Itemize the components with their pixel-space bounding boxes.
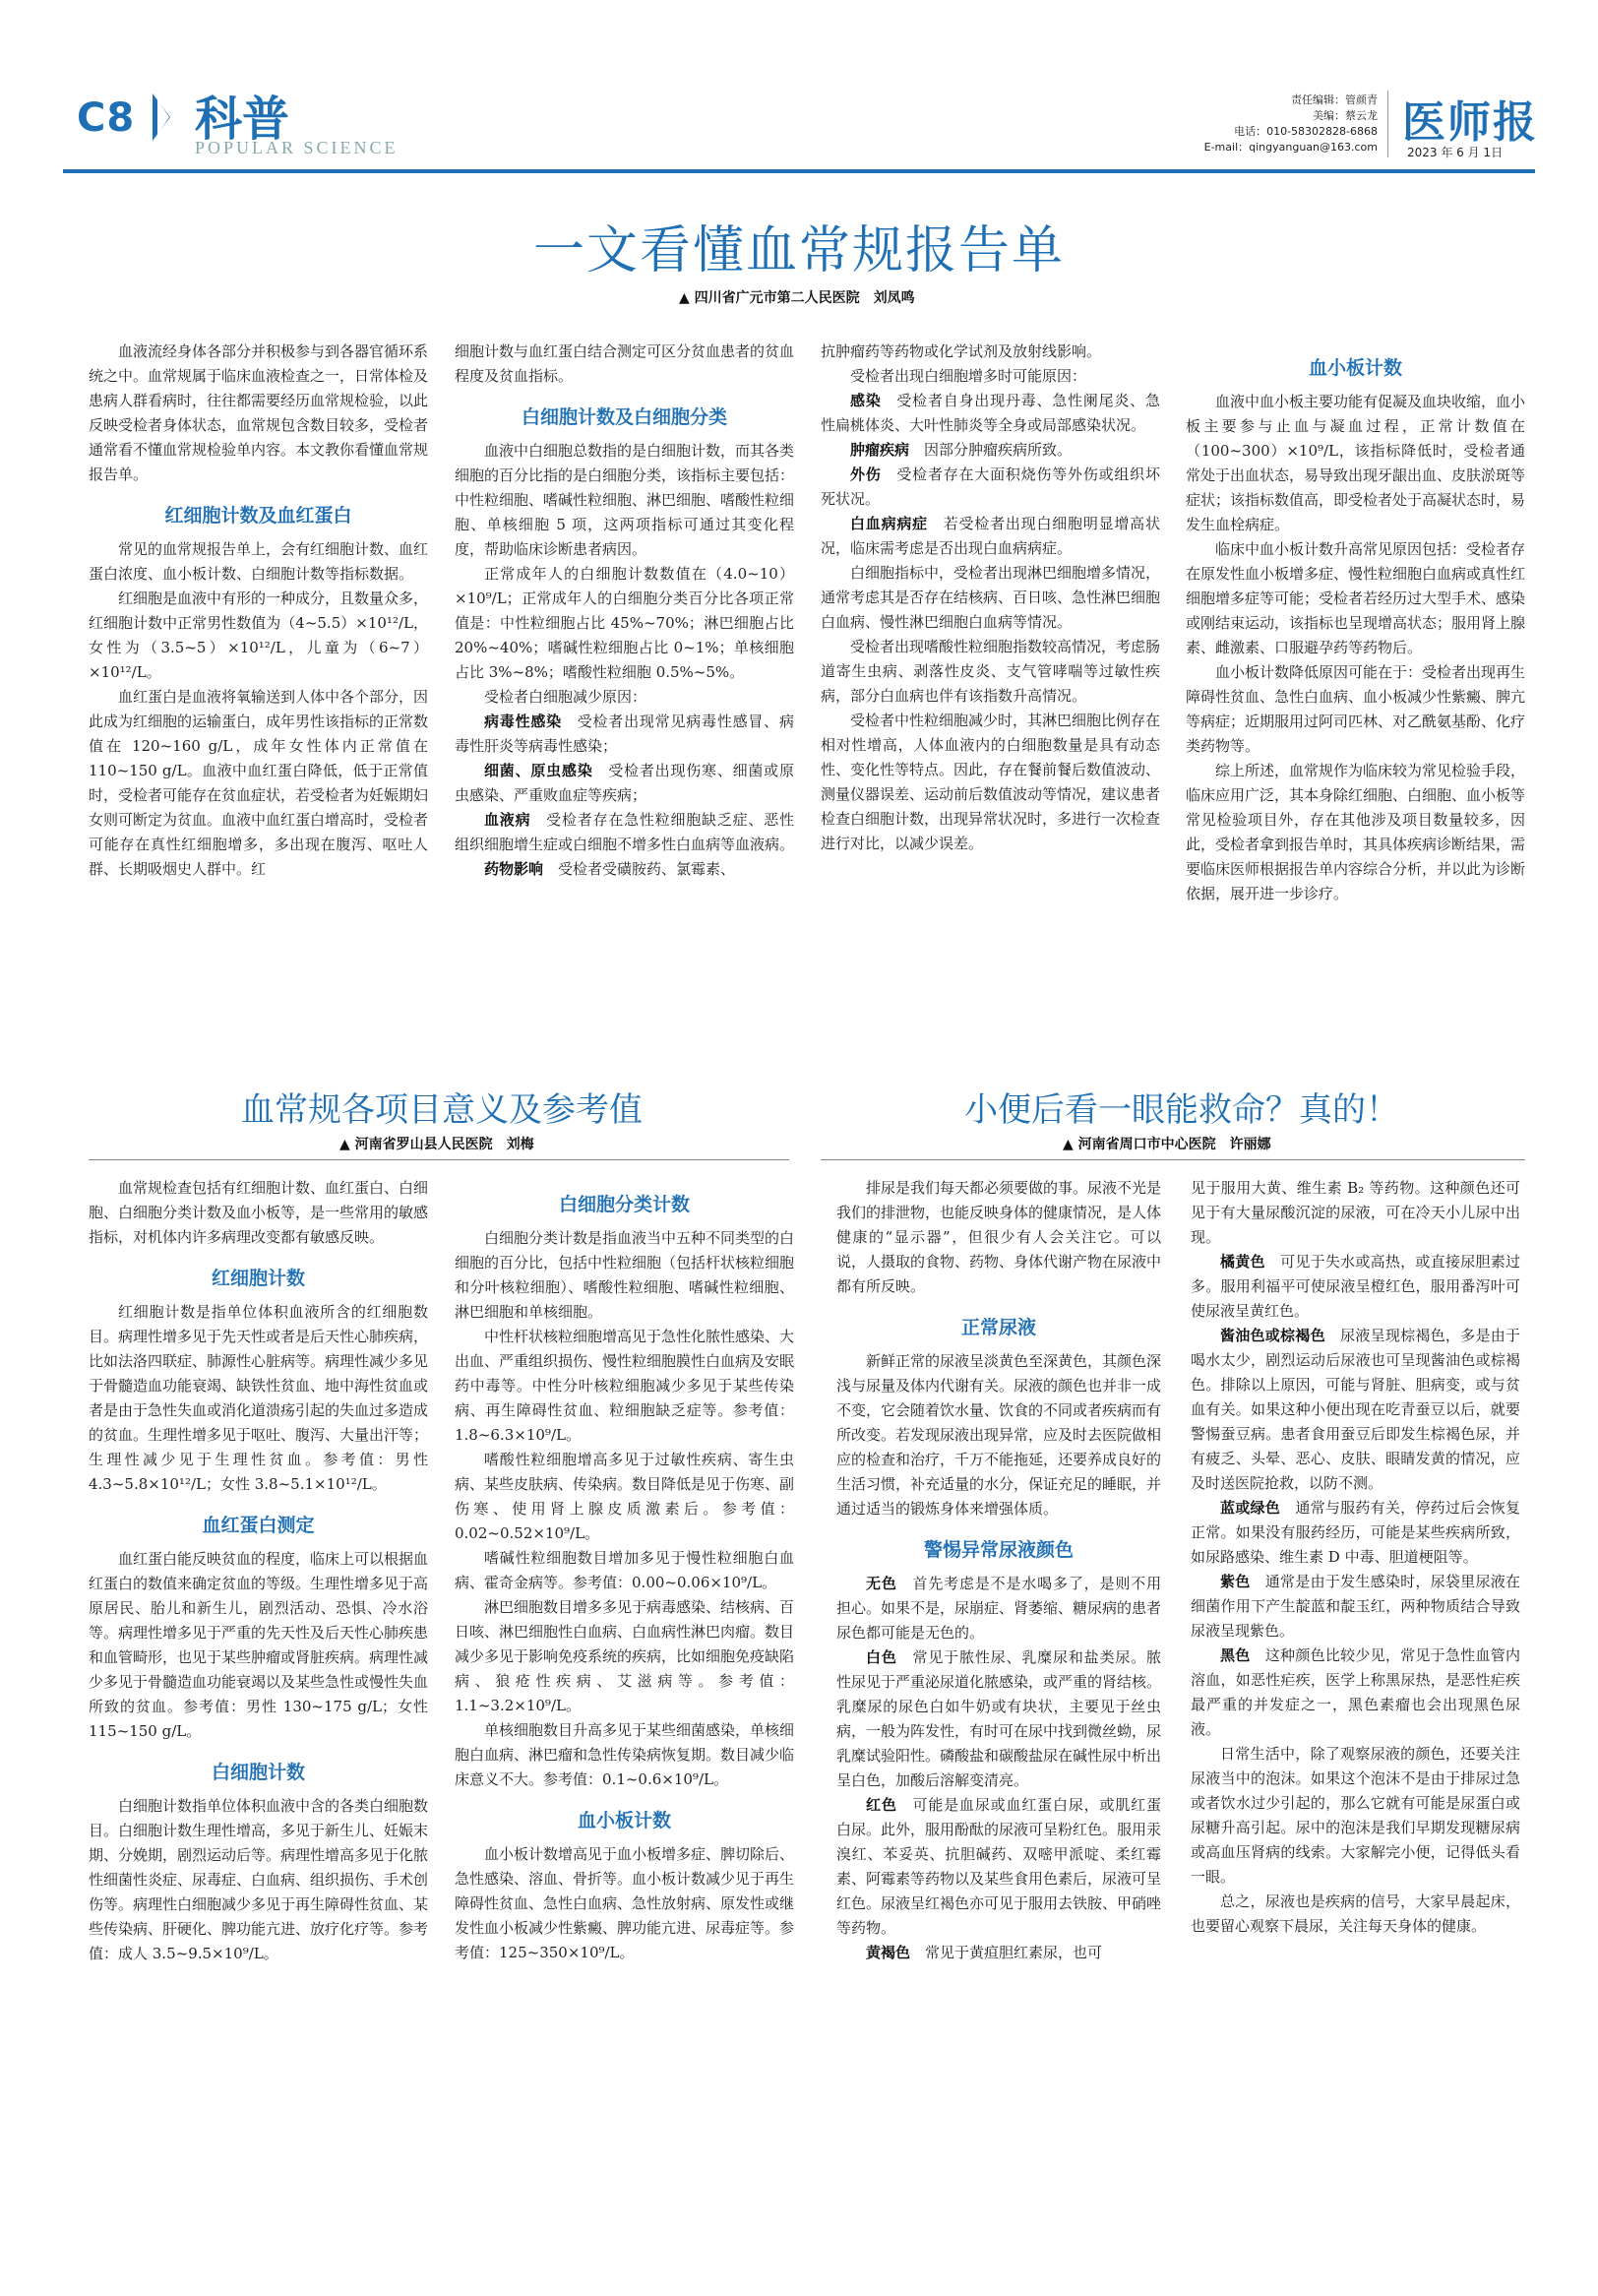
section-subtitle: POPULAR SCIENCE (195, 138, 399, 157)
paragraph-lead: 黑色 (1220, 1646, 1251, 1664)
article1-title: 一文看懂血常规报告单 (532, 221, 1065, 280)
paragraph-lead: 血液病 (484, 811, 531, 829)
paragraph-text: 若受检者出现白细胞明显增高状况，临床需考虑是否出现白血病病症。 (821, 515, 1160, 557)
subheading: 正常尿液 (960, 1317, 1036, 1338)
paragraph-text: 常见的血常规报告单上，会有红细胞计数、血红蛋白浓度、血小板计数、白细胞计数等指标数据。 (89, 540, 429, 583)
page-number: C8 (77, 95, 136, 141)
paragraph-text: 受检者出现白细胞增多时可能原因： (850, 367, 1087, 385)
paragraph-lead: 病毒性感染 (484, 713, 562, 730)
paragraph-text: 嗜碱性粒细胞数目增加多见于慢性粒细胞白血病、霍奇金病等。参考值：0.00~0.06×10⁹/L。 (455, 1549, 794, 1591)
article1-byline: ▲ 四川省广元市第二人民医院 刘凤鸣 (679, 290, 915, 306)
paragraph (1186, 537, 1525, 660)
paragraph-text: 受检者出现常见病毒性感冒、病毒性肝炎等病毒性感染； (455, 713, 794, 755)
paragraph (1186, 759, 1525, 906)
paragraph (89, 537, 428, 587)
paragraph-text: 常见于脓性尿、乳糜尿和盐类尿。脓性尿见于严重泌尿道化脓感染，或严重的肾结核。乳糜尿的尿色白如牛奶或有块状，主要见于丝虫病，一般为阵发性，有时可在尿中找到微丝蚴，尿乳糜试验阳性。磷酸盐和碳酸盐尿在碱性尿中析出呈白色，加酸后溶解变清亮。 (836, 1648, 1162, 1789)
paragraph-text: 正常成年人的白细胞计数数值在（4.0~10）×10⁹/L；正常成年人的白细胞分类百分比各项正常值是：中性粒细胞占比 45%~70%；淋巴细胞占比 20%~40%；嗜碱性粒细胞占比 0~1%；单核细胞占比 3%~8%；嗜酸性粒细胞 0.5%~5%。 (455, 565, 794, 681)
paragraph (455, 1595, 794, 1718)
paragraph (455, 759, 794, 808)
publish-date: 2023 年 6 月 1日 (1407, 146, 1504, 159)
paragraph-lead: 紫色 (1220, 1573, 1251, 1590)
paragraph-text: 中性杆状核粒细胞增高见于急性化脓性感染、大出血、严重组织损伤、慢性粒细胞膜性白血病及安眠药中毒等。中性分叶核粒细胞减少多见于某些传染病、再生障碍性贫血、粒细胞缺乏症等。参考值：1.8~6.3×10⁹/L。 (455, 1328, 795, 1444)
paragraph-text: 常见于黄疸胆红素尿，也可 (925, 1944, 1103, 1961)
article1-column-3 (821, 340, 1160, 856)
paragraph (455, 1546, 794, 1595)
paragraph-text: 新鲜正常的尿液呈淡黄色至深黄色，其颜色深浅与尿量及体内代谢有关。尿液的颜色也并非一成不变，它会随着饮水量、饮食的不同或者疾病而有所改变。若发现尿液出现异常，应及时去医院做相应的检查和治疗，千万不能拖延，还要养成良好的生活习惯，补充适量的水分，保证充足的睡眠，并通过适当的锻炼身体来增强体质。 (836, 1352, 1162, 1518)
paragraph-text: 血常规检查包括有红细胞计数、血红蛋白、白细胞、白细胞分类计数及血小板等，是一些常用的敏感指标，对机体内许多病理改变都有敏感反映。 (89, 1179, 429, 1246)
paragraph (455, 340, 794, 389)
paragraph (455, 439, 794, 562)
article3-title: 小便后看一眼能救命？真的！ (964, 1090, 1399, 1130)
paragraph (836, 1941, 1161, 1965)
article3-column-2 (1191, 1176, 1520, 1939)
paragraph (836, 1645, 1161, 1793)
paragraph-lead: 无色 (866, 1575, 897, 1592)
paragraph (1186, 390, 1525, 537)
paragraph-text: 日常生活中，除了观察尿液的颜色，还要关注尿液当中的泡沫。如果这个泡沫不是由于排尿过急或者饮水过少引起的，那么它就有可能是尿蛋白或尿糖升高引起。尿中的泡沫是我们早期发现糖尿病或高血压肾病的线索。大家解完小便，记得低头看一眼。 (1191, 1745, 1520, 1886)
paragraph-lead: 红色 (866, 1796, 897, 1814)
paragraph-lead: 药物影响 (484, 860, 544, 878)
article1-column-1 (89, 340, 428, 882)
paragraph-text: 临床中血小板计数升高常见原因包括：受检者存在原发性血小板增多症、慢性粒细胞白血病或真性红细胞增多症等可能；受检者若经历过大型手术、感染或刚结束运动，该指标也呈现增高状态；服用肾上腺素、雌激素、口服避孕药等药物后。 (1186, 540, 1526, 656)
paragraph (821, 340, 1160, 364)
paragraph (455, 710, 794, 759)
paragraph-text: 受检者白细胞减少原因： (484, 688, 647, 706)
article3-rule (821, 1159, 1525, 1160)
paragraph-lead: 蓝或绿色 (1220, 1499, 1281, 1517)
paragraph (1191, 1176, 1520, 1250)
paragraph-lead: 酱油色或棕褐色 (1220, 1327, 1325, 1344)
subheading: 血红蛋白测定 (202, 1515, 315, 1536)
paragraph-lead: 白色 (866, 1648, 897, 1666)
paragraph-text: 排尿是我们每天都必须要做的事。尿液不光是我们的排泄物，也能反映身体的健康情况，是人体健康的“显示器”，但很少有人会关注它。可以说，人摄取的食物、药物、身体代谢产物在尿液中都有所反映。 (836, 1179, 1162, 1295)
paragraph-text: 淋巴细胞数目增多多见于病毒感染、结核病、百日咳、淋巴细胞性白血病、白血病性淋巴肉瘤。数目减少多见于影响免疫系统的疾病，比如细胞免疫缺陷病、狼疮性疾病、艾滋病等。参考值：1.1~3.2×10⁹/L。 (455, 1598, 795, 1714)
paragraph (1191, 1890, 1520, 1939)
paragraph-text: 受检者中性粒细胞减少时，其淋巴细胞比例存在相对性增高，人体血液内的白细胞数量是具有动态性、变化性等特点。因此，存在餐前餐后数值波动、测量仪器误差、运动前后数值波动等情况，建议患者检查白细胞计数，出现异常状况时，多进行一次检查进行对比，以减少误差。 (821, 712, 1161, 852)
paragraph-text: 细胞计数与血红蛋白结合测定可区分贫血患者的贫血程度及贫血指标。 (455, 342, 795, 385)
paragraph (455, 685, 794, 710)
chevron-inner (157, 99, 169, 135)
email: E-mail：qingyanguan@163.com (1203, 141, 1378, 154)
paragraph-text: 这种颜色比较少见，常见于急性血管内溶血，如恶性疟疾，医学上称黑尿热，是恶性疟疾最严重的并发症之一，黑色素瘤也会出现黑色尿液。 (1191, 1646, 1520, 1738)
paragraph (821, 389, 1160, 438)
paragraph (1191, 1742, 1520, 1890)
paragraph (89, 685, 428, 882)
paragraph (1191, 1324, 1520, 1496)
paragraph-lead: 白血病病症 (850, 515, 928, 532)
editor: 责任编辑：管颜青 (1291, 93, 1378, 106)
paragraph (836, 1572, 1161, 1645)
article2-column-2 (455, 1176, 794, 1965)
paragraph-text: 受检者受磺胺药、氯霉素、 (558, 860, 736, 878)
article3-byline: ▲ 河南省周口市中心医院 许丽娜 (1063, 1137, 1271, 1152)
paragraph (89, 1176, 428, 1250)
paragraph (89, 1794, 428, 1966)
newspaper-logo: 医师报 (1402, 97, 1538, 148)
paragraph (89, 1300, 428, 1497)
paragraph-text: 可能是血尿或血红蛋白尿，或肌红蛋白尿。此外，服用酚酞的尿液可呈粉红色。服用汞溴红、苯妥英、抗胆碱药、双嘧甲派啶、柔红霉素、阿霉素等药物以及某些食用色素后，尿液可呈红色。尿液呈红褐色亦可见于服用去铁胺、甲硝唑等药物。 (836, 1796, 1162, 1937)
subheading: 血小板计数 (577, 1810, 671, 1831)
paragraph (89, 1547, 428, 1744)
subheading: 红细胞计数及血红蛋白 (164, 505, 352, 527)
subheading: 白细胞分类计数 (558, 1194, 690, 1215)
paragraph-lead: 感染 (850, 392, 882, 409)
subheading: 血小板计数 (1308, 357, 1402, 379)
paragraph (455, 1718, 794, 1792)
paragraph-text: 综上所述，血常规作为临床较为常见检验手段，临床应用广泛，其本身除红细胞、白细胞、血小板等常见检验项目外，存在其他涉及项目数量较多，因此，受检者拿到报告单时，其具体疾病诊断结果，需要临床医师根据报告单内容综合分析，并以此为诊断依据，展开进一步诊疗。 (1186, 762, 1526, 902)
article2-column-1 (89, 1176, 428, 1966)
paragraph-text: 血液中白细胞总数指的是白细胞计数，而其各类细胞的百分比指的是白细胞分类，该指标主要包括：中性粒细胞、嗜碱性粒细胞、淋巴细胞、嗜酸性粒细胞、单核细胞 5 项，这两项指标可通过其变化程度，帮助临床诊断患者病因。 (455, 442, 795, 558)
section-title: 科普 (195, 92, 290, 147)
header-divider (1387, 91, 1388, 157)
paragraph (821, 364, 1160, 389)
paragraph (1191, 1644, 1520, 1742)
paragraph (455, 1325, 794, 1448)
paragraph-lead: 黄褐色 (866, 1944, 911, 1961)
paragraph-text: 血液中血小板主要功能有促凝及血块收缩，血小板主要参与止血与凝血过程，正常计数值在（100~300）×10⁹/L，该指标降低时，受检者通常处于出血状态，易导致出现牙龈出血、皮肤淤斑等症状；该指标数值高，即受检者处于高凝状态时，易发生血栓病症。 (1186, 393, 1526, 533)
paragraph-text: 受检者出现伤寒、细菌或原虫感染、严重败血症等疾病； (455, 762, 794, 804)
paragraph-text: 血红蛋白能反映贫血的程度，临床上可以根据血红蛋白的数值来确定贫血的等级。生理性增多见于高原居民、胎儿和新生儿，剧烈活动、恐惧、冷水浴等。病理性增多见于严重的先天性及后天性心肺疾患和血管畸形，也见于某些肿瘤或肾脏疾病。病理性减少多见于骨髓造血功能衰竭以及某些急性或慢性失血所致的贫血。参考值：男性 130~175 g/L；女性 115~150 g/L。 (89, 1550, 429, 1740)
header-rule (63, 169, 1535, 173)
paragraph (455, 1448, 794, 1546)
paragraph (821, 709, 1160, 856)
paragraph (836, 1349, 1161, 1521)
paragraph-text: 因部分肿瘤疾病所致。 (924, 441, 1073, 459)
paragraph-text: 受检者存在急性粒细胞缺乏症、恶性组织细胞增生症或白细胞不增多性白血病等血液病。 (455, 811, 795, 853)
paragraph (455, 857, 794, 882)
phone: 电话：010-58302828-6868 (1234, 125, 1378, 138)
paragraph-text: 红细胞是血液中有形的一种成分，且数量众多，红细胞计数中正常男性数值为（4~5.5）×10¹²/L，女性为（3.5~5）×10¹²/L，儿童为（6~7）×10¹²/L。 (89, 590, 429, 681)
paragraph (821, 463, 1160, 512)
paragraph-text: 通常与服药有关，停药过后会恢复正常。如果没有服药经历，可能是某些疾病所致，如尿路感染、维生素 D 中毒、胆道梗阻等。 (1191, 1499, 1520, 1566)
paragraph-text: 受检者出现嗜酸性粒细胞指数较高情况，考虑肠道寄生虫病、剥落性皮炎、支气管哮喘等过敏性疾病，部分白血病也伴有该指数升高情况。 (821, 638, 1161, 705)
paragraph (455, 1226, 794, 1325)
paragraph-text: 血小板计数降低原因可能在于：受检者出现再生障碍性贫血、急性白血病、血小板减少性紫癜、脾亢等病症；近期服用过阿司匹林、对乙酰氨基酚、化疗类药物等。 (1186, 663, 1526, 755)
article3-column-1 (836, 1176, 1161, 1965)
paragraph (89, 340, 428, 487)
article1-column-2 (455, 340, 794, 882)
paragraph-text: 可见于失水或高热，或直接尿胆素过多。服用利福平可使尿液呈橙红色，服用番泻叶可使尿液呈黄红色。 (1191, 1253, 1520, 1320)
paragraph (821, 512, 1160, 561)
paragraph-text: 血液流经身体各部分并积极参与到各器官循环系统之中。血常规属于临床血液检查之一，日常体检及患病人群看病时，往往都需要经历血常规检验，以此反映受检者身体状态，血常规包含数目较多，受检者通常看不懂血常规检验单内容。本文教你看懂血常规报告单。 (89, 342, 429, 483)
paragraph-text: 白细胞分类计数是指血液当中五种不同类型的白细胞的百分比，包括中性粒细胞（包括杆状核粒细胞和分叶核粒细胞）、嗜酸性粒细胞、嗜碱性粒细胞、淋巴细胞和单核细胞。 (455, 1229, 795, 1321)
paragraph-text: 血红蛋白是血液将氧输送到人体中各个部分，因此成为红细胞的运输蛋白，成年男性该指标的正常数值在 120~160 g/L，成年女性体内正常值在 110~150 g/L。血液中血红蛋白降低，低于正常值时，受检者可能存在贫血症状，若受检者为妊娠期妇女则可断定为贫血。血液中血红蛋白增高时，受检者可能存在真性红细胞增多，多出现在腹泻、呕吐人群、长期吸烟史人群中。红 (89, 688, 429, 878)
paragraph-text: 通常是由于发生感染时，尿袋里尿液在细菌作用下产生靛蓝和靛玉红，两种物质结合导致尿液呈现紫色。 (1191, 1573, 1520, 1640)
paragraph-text: 受检者存在大面积烧伤等外伤或组织坏死状况。 (821, 465, 1160, 508)
paragraph (836, 1793, 1161, 1941)
paragraph-text: 血小板计数增高见于血小板增多症、脾切除后、急性感染、溶血、骨折等。血小板计数减少见于再生障碍性贫血、急性白血病、急性放射病、原发性或继发性血小板减少性紫癜、脾功能亢进、尿毒症等。参考值：125~350×10⁹/L。 (455, 1845, 795, 1961)
paragraph (821, 635, 1160, 709)
paragraph (1186, 660, 1525, 759)
paragraph (89, 587, 428, 685)
paragraph (1191, 1496, 1520, 1570)
paragraph-lead: 橘黄色 (1220, 1253, 1265, 1271)
paragraph-text: 首先考虑是不是水喝多了，是则不用担心。如果不是，尿崩症、肾萎缩、糖尿病的患者尿色都可能是无色的。 (836, 1575, 1162, 1642)
paragraph-text: 嗜酸性粒细胞增高多见于过敏性疾病、寄生虫病、某些皮肤病、传染病。数目降低是见于伤寒、副伤寒、使用肾上腺皮质激素后。参考值：0.02~0.52×10⁹/L。 (455, 1451, 795, 1542)
subheading: 白细胞计数 (211, 1762, 305, 1783)
paragraph-lead: 细菌、原虫感染 (484, 762, 593, 779)
paragraph-text: 红细胞计数是指单位体积血液所含的红细胞数目。病理性增多见于先天性或者是后天性心肺疾病，比如法洛四联症、肺源性心脏病等。病理性减少多见于骨髓造血功能衰竭、缺铁性贫血、地中海性贫血或者是由于急性失血或消化道溃疡引起的失血过多造成的贫血。生理性增多见于呕吐、腹泻、大量出汗等；生理性减少见于生理性贫血。参考值：男性 4.3~5.8×10¹²/L；女性 3.8~5.1×10¹²/L。 (89, 1303, 429, 1493)
paragraph-text: 见于服用大黄、维生素 B₂ 等药物。这种颜色还可见于有大量尿酸沉淀的尿液，可在冷天小儿尿中出现。 (1191, 1179, 1520, 1246)
subheading: 警惕异常尿液颜色 (923, 1539, 1074, 1561)
paragraph-text: 抗肿瘤药等药物或化学试剂及放射线影响。 (821, 342, 1102, 360)
paragraph (455, 1842, 794, 1965)
article2-title: 血常规各项目意义及参考值 (241, 1090, 643, 1130)
paragraph (836, 1176, 1161, 1299)
editor-info (1161, 93, 1378, 155)
paragraph-lead: 外伤 (850, 465, 882, 483)
paragraph (455, 808, 794, 857)
article1-column-4 (1186, 340, 1525, 906)
paragraph-text: 受检者自身出现丹毒、急性阑尾炎、急性扁桃体炎、大叶性肺炎等全身或局部感染状况。 (821, 392, 1160, 434)
designer: 美编：蔡云龙 (1313, 109, 1378, 122)
paragraph-lead: 肿瘤疾病 (850, 441, 910, 459)
paragraph (821, 561, 1160, 635)
paragraph-text: 总之，尿液也是疾病的信号，大家早晨起床，也要留心观察下晨尿，关注每天身体的健康。 (1191, 1893, 1520, 1935)
paragraph (821, 438, 1160, 463)
paragraph-text: 白细胞指标中，受检者出现淋巴细胞增多情况，通常考虑其是否存在结核病、百日咳、急性淋巴细胞白血病、慢性淋巴细胞白血病等情况。 (821, 564, 1161, 631)
subheading: 白细胞计数及白细胞分类 (521, 406, 727, 428)
paragraph (455, 562, 794, 685)
subheading: 红细胞计数 (211, 1268, 305, 1289)
paragraph (1191, 1570, 1520, 1644)
article2-byline: ▲ 河南省罗山县人民医院 刘梅 (339, 1137, 534, 1152)
paragraph-text: 尿液呈现棕褐色，多是由于喝水太少，剧烈运动后尿液也可呈现酱油色或棕褐色。排除以上原因，可能与肾脏、胆病变，或与贫血有关。如果这种小便出现在吃青蚕豆以后，就要警惕蚕豆病。患者食用蚕豆后即发生棕褐色尿，并有疲乏、头晕、恶心、皮肤、眼睛发黄的情况，应及时送医院抢救，以防不测。 (1191, 1327, 1520, 1492)
paragraph-text: 白细胞计数指单位体积血液中含的各类白细胞数目。白细胞计数生理性增高，多见于新生儿、妊娠末期、分娩期，剧烈运动后等。病理性增高多见于化脓性细菌性炎症、尿毒症、白血病、组织损伤、手术创伤等。病理性白细胞减少多见于再生障碍性贫血、某些传染病、肝硬化、脾功能亢进、放疗化疗等。参考值：成人 3.5~9.5×10⁹/L。 (89, 1797, 429, 1962)
paragraph (1191, 1250, 1520, 1324)
paragraph-text: 单核细胞数目升高多见于某些细菌感染，单核细胞白血病、淋巴瘤和急性传染病恢复期。数目减少临床意义不大。参考值：0.1~0.6×10⁹/L。 (455, 1721, 795, 1788)
article2-rule (89, 1159, 789, 1160)
